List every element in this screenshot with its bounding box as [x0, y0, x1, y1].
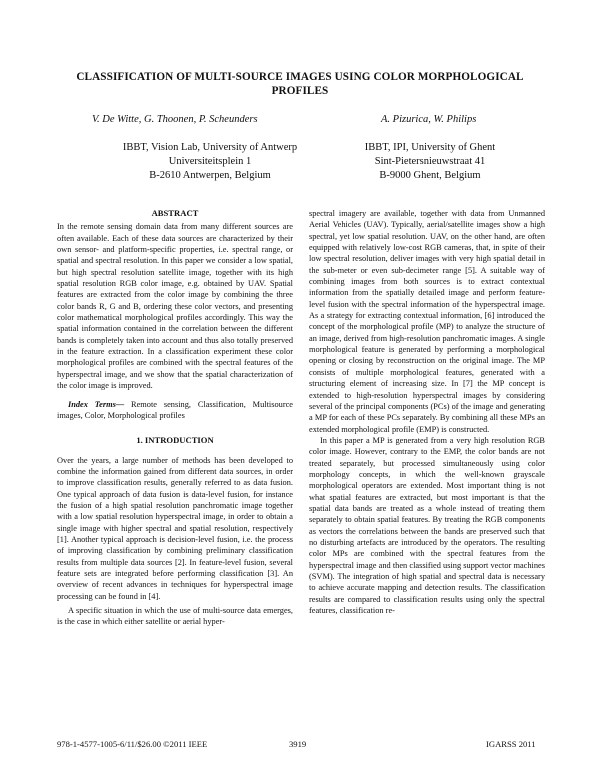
abstract-text: In the remote sensing domain data from many different sources are often available. Each of these data sources are characterized by their own sensor- and platform-specific properties, i.e. spectral range, or spatial and spectral resolution. In this paper we consider a low spatial, but high spectral resolution satellite image, together with its high spatial resolution RGB color image, e.g. obtained by UAV. Spatial features are extracted from the color image by combining the three color bands R, G and B, ordering these color vectors, and presenting color mathematical morphological profiles accordingly. This way the spatial information contained in the correlation between the different bands is completely taken into account and thus also totally preserved in the feature extraction. In a classification experiment these color morphological profiles are combined with the spectral features of the hyperspectral image, and we show that the spatial characterization of the color image is improved.	[57, 222, 293, 391]
page-number: 3919	[289, 739, 307, 749]
left-column	[57, 208, 293, 628]
index-terms	[57, 399, 293, 422]
footer-isbn: 978-1-4577-1005-6/11/$26.00 ©2011 IEEE	[57, 739, 208, 749]
footer-conference: IGARSS 2011	[486, 739, 536, 749]
abstract-heading: ABSTRACT	[151, 208, 199, 218]
affiliation-line: IBBT, IPI, University of Ghent	[364, 142, 496, 153]
affiliation-line: IBBT, Vision Lab, University of Antwerp	[122, 142, 298, 153]
intro-paragraph-4: In this paper a MP is generated from a very high resolution RGB color image. However, contrary to the EMP, the color bands are not treated separately, but processed simultaneously using color morphology concepts, in which the well-known grayscale morphological operators are extended. Most important thing is not what spatial features are extracted, but most important is that the spatial data bands are treated as a whole instead of treating them separately to obtain spatial features. By treating the RGB components as vectors the correlations between the bands are preserved such that no disturbing artefacts are introduced by the operators. The resulting color MPs are combined with the spectral features from the hyperspectral image and then classified using support vector machines (SVM). The integration of high spatial and spectral data is necessary to achieve accurate mapping and detection results. The classification results are compared to classification results using only the spectral features, classification re-	[309, 435, 545, 616]
authors-left: V. De Witte, G. Thoonen, P. Scheunders	[92, 114, 258, 125]
paper-title	[40, 70, 560, 98]
affiliation-line: Universiteitsplein 1	[168, 156, 252, 167]
intro-paragraph-3: spectral imagery are available, together with data from Unmanned Aerial Vehicles (UAV). Typically, aerial/satellite images show a high spectral, yet low spatial resolution. UAV, on the other hand, are often equipped with relatively low-cost RGB cameras, that, in spite of their low spectral resolution, deliver images with very high spatial detail in the sub-meter or even sub-decimeter range [5]. A suitable way of combining images from both sources is to extract contextual information from the spatially detailed image and perform feature-level fusion with the spectral information of the hyperspectral image. As a strategy for extracting contextual information, [6] introduced the concept of the morphological profile (MP) to analyze the structure of an image, derived from high-resolution panchromatic images. A single morphological feature is generated by performing a morphological opening or closing by reconstruction on the original image. The MP consists of multiple morphological features, generated with a structuring element of increasing size. In [7] the MP concept is extended to high-resolution hyperspectral images by considering several of the principal components (PCs) of the image and generating a MP for each of these PCs separately. By combining all these MPs an extended morphological profile (EMP) is constructed.	[309, 209, 545, 434]
index-terms-text: Remote sensing, Classification, Multisource images, Color, Morphological profiles	[57, 399, 293, 420]
intro-paragraph-1: Over the years, a large number of methods has been developed to combine the information gained from different data sources, in order to improve classification results, generally referred to as data fusion. One typical approach of data fusion is data-level fusion, for instance the fusion of a high spatial resolution panchromatic image together with a low spatial resolution hyperspectral image, in order to obtain a single image with higher spectral and spatial resolution, respectively [1]. Another typical approach is decision-level fusion, i.e. the process of improving classification by combining preliminary classification results from multiple data sources [2]. In feature-level fusion, several feature sets are integrated before performing classification [3]. An overview of recent advances in techniques for hyperspectral image processing can be found in [4].	[57, 455, 293, 601]
right-column	[309, 208, 545, 616]
index-terms-label: Index Terms—	[68, 399, 125, 409]
intro-paragraph-2: A specific situation in which the use of multi-source data emerges, is the case in which either satellite or aerial hyper-	[57, 606, 293, 627]
title-line-2: PROFILES	[271, 85, 329, 97]
affiliation-line: B-9000 Ghent, Belgium	[379, 170, 481, 181]
intro-heading: 1. INTRODUCTION	[136, 435, 214, 446]
affiliation-line: B-2610 Antwerpen, Belgium	[149, 170, 271, 181]
title-line-1: CLASSIFICATION OF MULTI-SOURCE IMAGES USING COLOR MORPHOLOGICAL	[76, 71, 524, 83]
affiliation-right	[345, 141, 515, 183]
affiliation-left	[110, 141, 310, 183]
affiliation-line: Sint-Pietersnieuwstraat 41	[374, 156, 486, 167]
authors-right: A. Pizurica, W. Philips	[381, 114, 477, 125]
